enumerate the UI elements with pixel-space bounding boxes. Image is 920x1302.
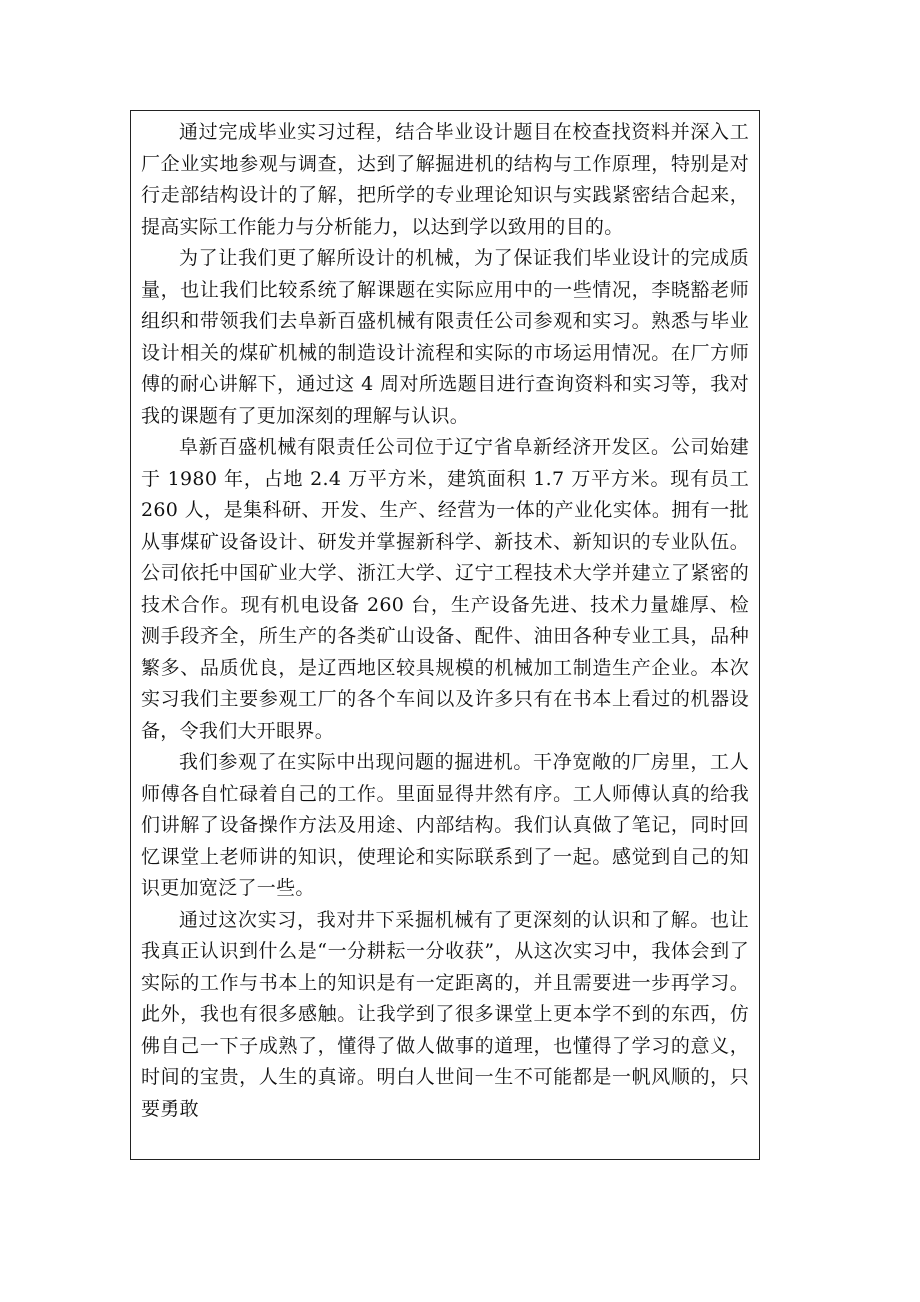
paragraph-3: 阜新百盛机械有限责任公司位于辽宁省阜新经济开发区。公司始建于 1980 年，占地 2.4 万平方米，建筑面积 1.7 万平方米。现有员工 260 人，是集科研、开发、生产、经营为一体的产业化实体。拥有一批从事煤矿设备设计、研发并掌握新科学、新技术、新知识的专业队伍。公司依托中国矿业大学、浙江大学、辽宁工程技术大学并建立了紧密的技术合作。现有机电设备 260 台，生产设备先进、技术力量雄厚、检测手段齐全，所生产的各类矿山设备、配件、油田各种专业工具，品种繁多、品质优良，是辽西地区较具规模的机械加工制造生产企业。本次实习我们主要参观工厂的各个车间以及许多只有在书本上看过的机器设备，令我们大开眼界。 [141, 436, 749, 742]
report-text-box [130, 110, 760, 1160]
paragraph-5: 通过这次实习，我对井下采掘机械有了更深刻的认识和了解。也让我真正认识到什么是“一分耕耘一分收获”，从这次实习中，我体会到了实际的工作与书本上的知识是有一定距离的，并且需要进一步再学习。此外，我也有很多感触。让我学到了很多课堂上更本学不到的东西，仿佛自己一下子成熟了，懂得了做人做事的道理，也懂得了学习的意义，时间的宝贵，人生的真谛。明白人世间一生不可能都是一帆风顺的，只要勇敢 [141, 908, 749, 1120]
paragraph-1: 通过完成毕业实习过程，结合毕业设计题目在校查找资料并深入工厂企业实地参观与调查，达到了解掘进机的结构与工作原理，特别是对行走部结构设计的了解，把所学的专业理论知识与实践紧密结合起来，提高实际工作能力与分析能力，以达到学以致用的目的。 [141, 121, 749, 238]
paragraph-2: 为了让我们更了解所设计的机械，为了保证我们毕业设计的完成质量，也让我们比较系统了解课题在实际应用中的一些情况，李晓豁老师组织和带领我们去阜新百盛机械有限责任公司参观和实习。熟悉与毕业设计相关的煤矿机械的制造设计流程和实际的市场运用情况。在厂方师傅的耐心讲解下，通过这 4 周对所选题目进行查询资料和实习等，我对我的课题有了更加深刻的理解与认识。 [141, 247, 749, 427]
paragraph-4: 我们参观了在实际中出现问题的掘进机。干净宽敞的厂房里，工人师傅各自忙碌着自己的工作。里面显得井然有序。工人师傅认真的给我们讲解了设备操作方法及用途、内部结构。我们认真做了笔记，同时回忆课堂上老师讲的知识，使理论和实际联系到了一起。感觉到自己的知识更加宽泛了一些。 [141, 751, 749, 899]
